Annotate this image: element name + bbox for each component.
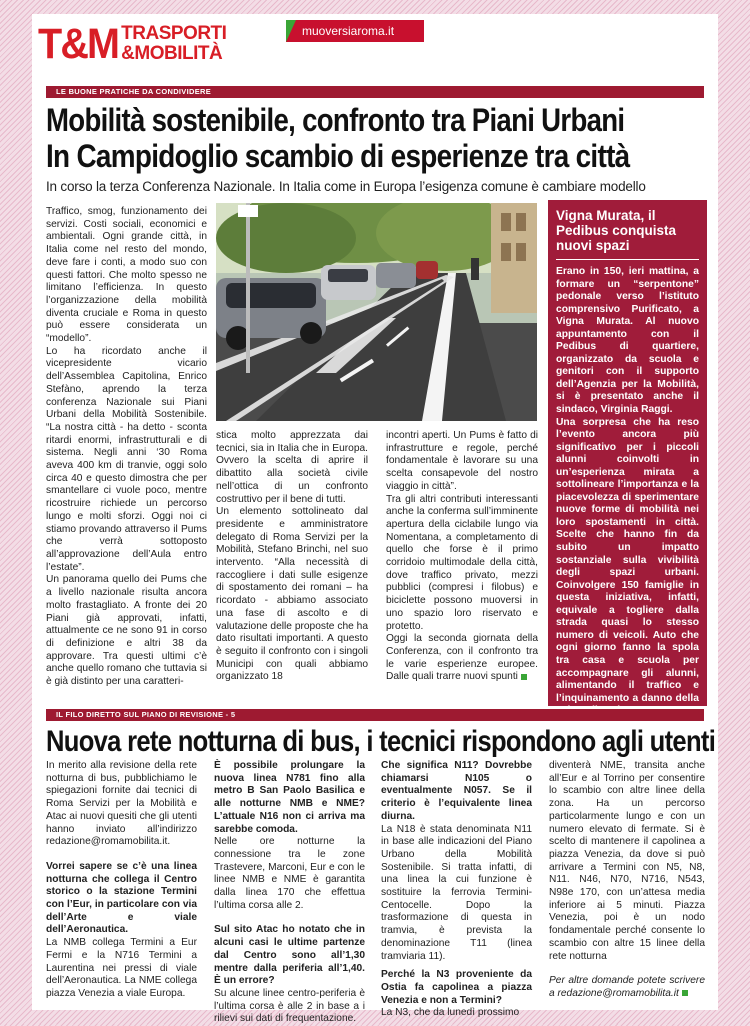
logo-mark: T&M	[38, 20, 119, 68]
logo-line-1: TRASPORTI	[121, 23, 227, 44]
site-link[interactable]: muoversiaroma.it	[286, 20, 424, 42]
contact-note: Per altre domande potete scrivere a redazione@romamobilita.it	[549, 975, 705, 999]
end-mark-icon	[521, 674, 527, 680]
pedibus-sidebar	[548, 200, 707, 706]
section-kicker-2: IL FILO DIRETTO SUL PIANO DI REVISIONE - 5	[46, 709, 704, 721]
sidebar-paragraph: Una sorpresa che ha reso l’evento ancora più significativo per i piccoli alunni coinvolti in un’esperienza mirata a sottolineare l’importanza e la piacevolezza di sperimentare nuove forme di mobilità nei loro spostamenti in città. Scelte che hanno fin da subito un impatto sostanziale sulla vivibilità degli spazi urbani. Coinvolgere 150 famiglie in questa iniziativa, infatti, equivale a togliere dalla strada quasi lo stesso numero di veicoli. Auto che ogni giorno fanno la spola tra casa e scuola per accompagnare gli alunni, alimentando il traffico e l’inquinamento a danno della	[556, 416, 699, 704]
headline-line-2: In Campidoglio scambio di esperienze tra città	[46, 138, 630, 174]
paragraph: diventerà NME, transita anche all’Eur e al Torrino per consentire lo scambio con altre linee della zona. Ha un percorso particolarmente lungo e con un numero elevato di fermate. Si è scelto di mantenere il capolinea a piazza Venezia, da dove si può arrivare a Termini con N5, N8, N11. N46, N70, N716, N543, N98e 170, con un’attesa media inferiore ai 5 minuti. Piazza Venezia, poi è un nodo fondamentale perché consente lo scambio con altre 15 linee della rete notturna	[549, 760, 705, 962]
answer: Su alcune linee centro-periferia è l’ultima corsa è alle 2 in base a i rilievi sui dati di frequentazione.	[214, 987, 365, 1025]
cycle-lane-photo	[216, 203, 537, 421]
answer: La N3, che da lunedì prossimo	[381, 1007, 520, 1019]
paragraph: In merito alla revisione della rete notturna di bus, pubblichiamo le spiegazioni fornite dai tecnici di Roma Servizi per la Mobilità e Atac ai nuovi quesiti che gli utenti hanno inviato all’indirizzo redazione@romamobilita.it.	[46, 760, 197, 848]
question: Sul sito Atac ho notato che in alcuni casi le ultime partenze dal Centro sono all’1,30 mentre dalla periferia all’1,40. È un errore?	[214, 924, 365, 987]
section-kicker: LE BUONE PRATICHE DA CONDIVIDERE	[46, 86, 704, 98]
answer: La N18 è stata denominata N11 in base alle indicazioni del Piano Urbano della Mobilità Sostenibile. Si tratta infatti, di una linea la cui funzione è sostituire la ferrovia Termini-Centocelle. Dopo la trasformazione di questa in tramvia, è prevista la denominazione T11 (linea tramviaria 11).	[381, 823, 532, 962]
paragraph: incontri aperti. Un Pums è fatto di infrastrutture e regole, perché fondamentale è lavorare su una scelta consapevole del nostro viaggio in città”.	[386, 430, 538, 492]
paragraph: stica molto apprezzata dai tecnici, sia in Italia che in Europa. Ovvero la scelta di aprire il dibattito alla società civile nell’ottica di un confronto costruttivo per il bene di tutti.	[216, 430, 368, 505]
newspaper-page	[32, 14, 718, 1025]
question: Perché la N3 proveniente da Ostia fa capolinea a piazza Venezia e non a Termini?	[381, 969, 532, 1006]
paragraph: Lo ha ricordato anche il vicepresidente vicario dell’Assemblea Capitolina, Enrico Stefàno, aprendo la terza conferenza Nazionale sui Piani Urbani della Mobilità Sostenibile. “La nostra città - ha detto - sconta ritardi enormi, infrastrutturali e di sistema. Negli anni ‘30 Roma aveva 400 km di tranvie, oggi solo circa 40 e questo dimostra che per smantellare ci vuole poco, mentre ricostruire richiede un percorso lungo e molti sforzi. Oggi noi ci stiamo provando attraverso il Pums che verrà sottoposto all’approvazione dell’Aula entro l’estate”.	[46, 345, 207, 573]
article1-column-1	[46, 206, 207, 689]
paragraph: Traffico, smog, funzionamento dei servizi. Costi sociali, economici e ambientali. Ogni grande città, in Italia come nel resto del mondo, deve fare i conti, a modo suo con questi fattori. Che molto spesso ne limitano l’efficienza. In questo l’organizzazione della mobilità diventa cruciale e Roma in questo può essere considerata un “modello”.	[46, 206, 207, 345]
standfirst: In corso la terza Conferenza Nazionale. In Italia come in Europa l’esigenza comune è cambiare modello	[46, 179, 646, 194]
question: Che significa N11? Dovrebbe chiamarsi N105 o eventualmente N057. Se il criterio è l’equivalente linea diurna.	[381, 760, 532, 822]
paragraph: Oggi la seconda giornata della Conferenza, con il confronto tra le varie esperienze europee. Dalle quali trarre nuovi spunti	[386, 633, 538, 683]
article1-column-2	[216, 430, 368, 684]
article2-column-1	[46, 760, 197, 1001]
question: Vorrei sapere se c’è una linea notturna che collega il Centro storico o la stazione Termini con l’Eur, in particolare con via dell’Arte e viale dell’Aeronautica.	[46, 860, 197, 936]
logo-line-2: &MOBILITÀ	[121, 43, 223, 64]
paragraph: Un panorama quello dei Pums che a livello nazionale risulta ancora molto frastagliato. A fronte dei 20 Piani già approvati, infatti, attualmente ce ne sono 91 in corso di definizione e altri 38 da approvare. Tra questi ultimi c’è anche quello romano che tuttavia si è già distinto per una caratteri-	[46, 574, 207, 688]
article2-column-4	[549, 760, 705, 1001]
paragraph: Un elemento sottolineato dal presidente e amministratore delegato di Roma Servizi per la Mobilità, Stefano Brinchi, nel suo intervento. “Alla necessità di raccogliere i dati sulle esigenze di spostamento dei romani – ha ricordato - abbiamo associato una fase di ascolto e di valutazione delle proposte che ha dato risultati importanti. A questo è seguito il confronto con i singoli Municipi con quali abbiamo organizzato 18	[216, 506, 368, 683]
article1-column-3	[386, 430, 538, 684]
article2-column-3	[381, 760, 532, 1020]
tm-logo	[38, 22, 226, 66]
answer: Nelle ore notturne la connessione tra le zone Trastevere, Marconi, Eur e con le linee NMB e NME è garantita dalla linea 170 che effettua l’ultima corsa alle 2.	[214, 836, 365, 911]
article2-headline: Nuova rete notturna di bus, i tecnici rispondono agli utenti	[46, 725, 716, 758]
article2-column-2	[214, 760, 365, 1026]
sidebar-paragraph: Erano in 150, ieri mattina, a formare un “serpentone” pedonale verso l’istituto comprensivo Purificato, a Vigna Murata. Al nuovo appuntamento con il Pedibus di quartiere, organizzato da scuola e genitori con il supporto dell’Agenzia per la Mobilità, si è presentato anche il sindaco, Virginia Raggi.	[556, 266, 699, 416]
answer: La NMB collega Termini a Eur Fermi e la N716 Termini a Laurentina nei pressi di viale dell’Aeronautica. La NME collega piazza Venezia a viale Europa.	[46, 937, 197, 999]
headline-line-1: Mobilità sostenibile, confronto tra Piani Urbani	[46, 102, 625, 138]
sidebar-title: Vigna Murata, il Pedibus conquista nuovi spazi	[556, 208, 699, 260]
paragraph: Tra gli altri contributi interessanti anche la conferma sull’imminente apertura della ciclabile lungo via Nomentana, a completamento di quello che forse è il primo corridoio multimodale della città, dove traffico privato, mezzi pubblici (compresi i filobus) e biciclette possono muoversi in uno spazio loro riservato e protetto.	[386, 493, 538, 632]
end-mark-icon	[682, 990, 688, 996]
question: È possibile prolungare la nuova linea N781 fino alla metro B San Paolo Basilica e alle notturne NMB e NME? L’attuale N16 non ci arriva ma sarebbe comoda.	[214, 760, 365, 835]
